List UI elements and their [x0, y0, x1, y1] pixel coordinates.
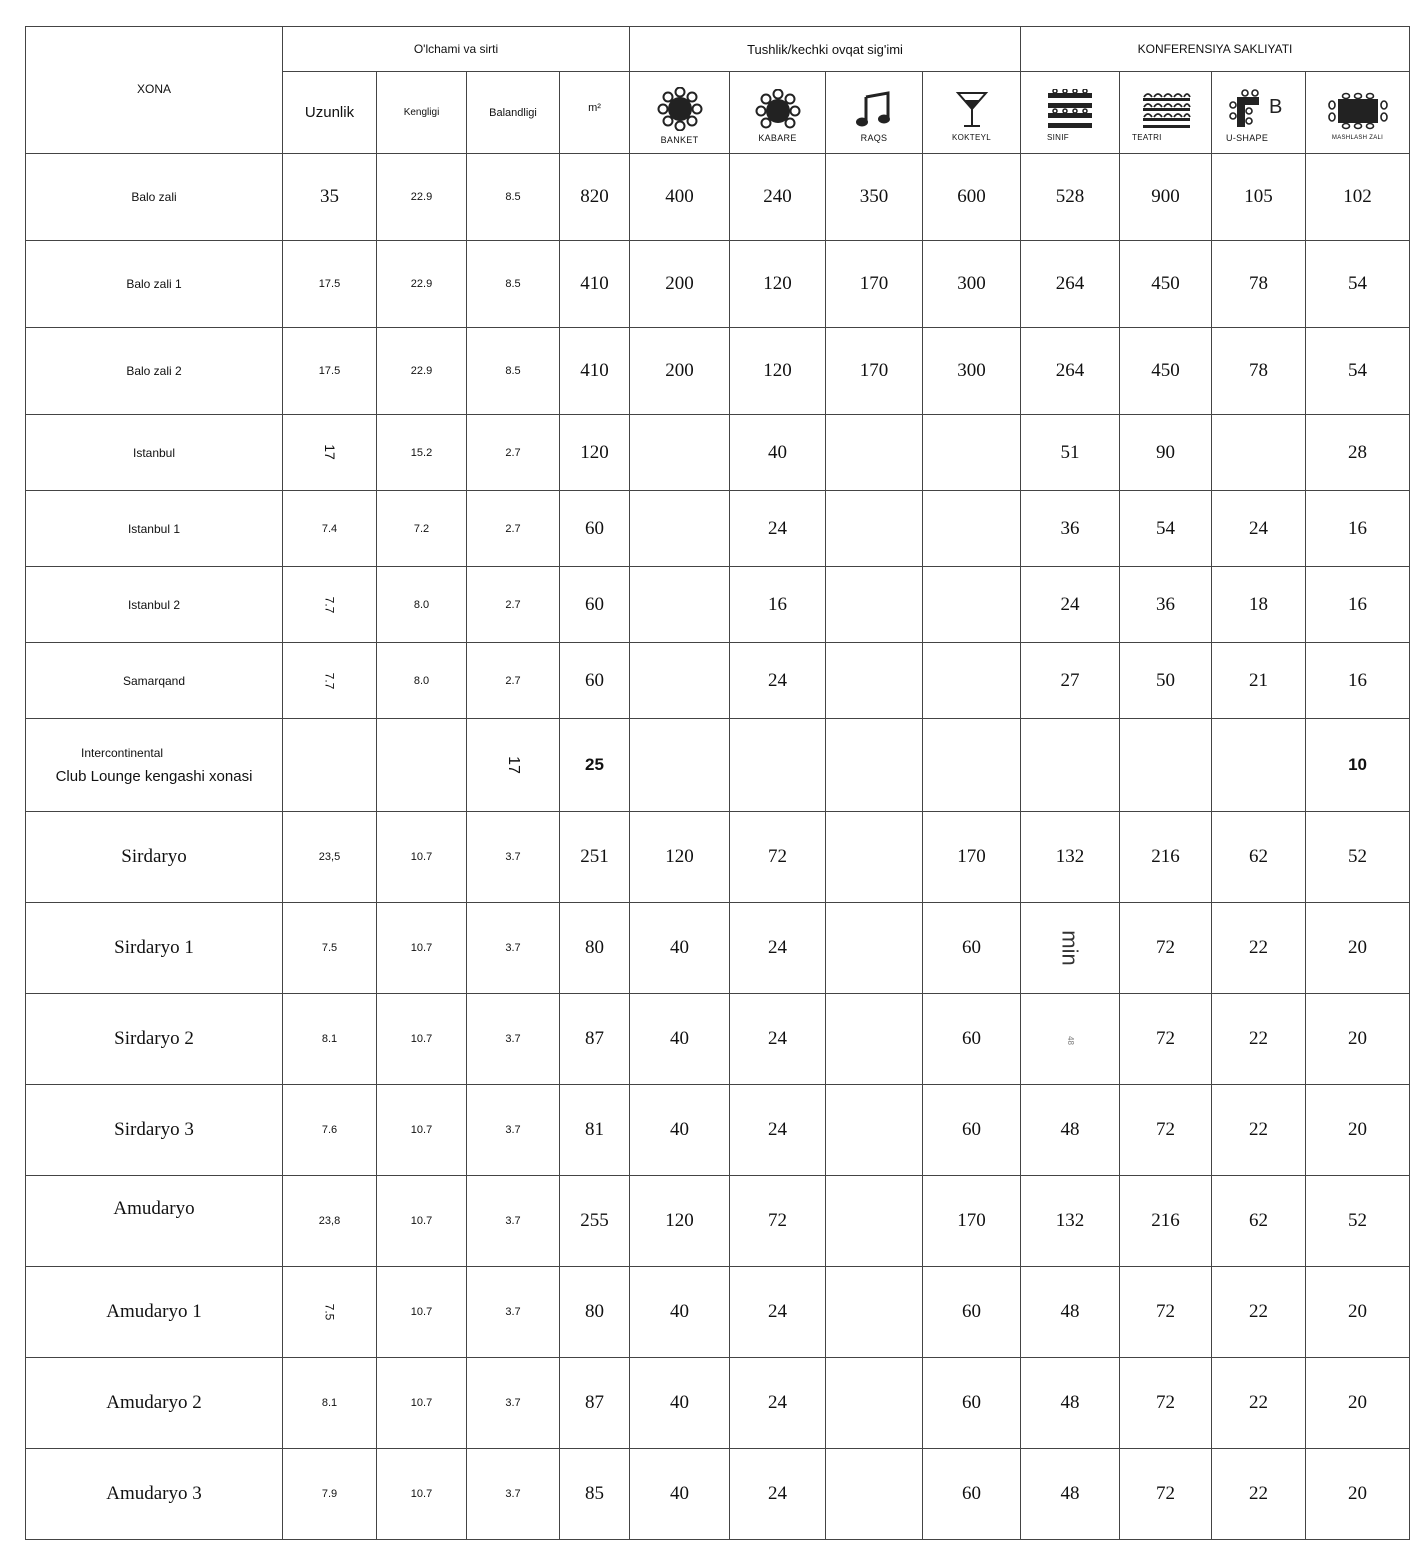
teatri-cell: 50	[1120, 643, 1212, 719]
sinif-cell: 48	[1021, 1267, 1120, 1358]
table-row	[26, 1267, 1410, 1358]
teatri-cell	[1120, 719, 1212, 812]
ushape-cell: 24	[1212, 491, 1306, 567]
banket-cell: 120	[630, 1176, 730, 1267]
height-cell: 3.7	[467, 903, 560, 994]
mashlash-cell: 52	[1306, 1176, 1410, 1267]
kokteyl-cell: 600	[923, 154, 1021, 241]
length-cell: 23,5	[283, 812, 377, 903]
width-cell: 7.2	[377, 491, 467, 567]
raqs-cell	[826, 903, 923, 994]
boardroom-table-icon	[1326, 91, 1390, 131]
ushape-label: U-SHAPE	[1226, 132, 1269, 143]
raqs-cell	[826, 567, 923, 643]
u-shape-seating-icon	[1229, 89, 1289, 129]
area-cell: 120	[560, 415, 630, 491]
mashlash-cell: 102	[1306, 154, 1410, 241]
kabare-cell: 40	[730, 415, 826, 491]
kabare-cell: 120	[730, 328, 826, 415]
kokteyl-cell: 60	[923, 1267, 1021, 1358]
width-cell: 10.7	[377, 903, 467, 994]
sinif-cell: 27	[1021, 643, 1120, 719]
raqs-cell	[826, 1267, 923, 1358]
capacity-table	[25, 26, 1410, 1540]
height-cell: 2.7	[467, 491, 560, 567]
teatri-cell: 450	[1120, 241, 1212, 328]
mashlash-cell: 28	[1306, 415, 1410, 491]
kabare-cell: 120	[730, 241, 826, 328]
table-row	[26, 241, 1410, 328]
area-cell: 87	[560, 1358, 630, 1449]
width-cell: 8.0	[377, 567, 467, 643]
mashlash-header	[1306, 72, 1410, 154]
table-row	[26, 812, 1410, 903]
kabare-header	[730, 72, 826, 154]
room-name: Balo zali	[26, 154, 283, 241]
width-cell: 10.7	[377, 1176, 467, 1267]
kokteyl-cell: 60	[923, 1085, 1021, 1176]
kabare-label: KABARE	[758, 132, 797, 143]
ushape-cell: 21	[1212, 643, 1306, 719]
sinif-cell	[1021, 994, 1120, 1085]
area-cell: 87	[560, 994, 630, 1085]
ushape-cell: 22	[1212, 994, 1306, 1085]
ushape-cell: 22	[1212, 1358, 1306, 1449]
length-header: Uzunlik	[283, 72, 377, 154]
kabare-cell: 24	[730, 491, 826, 567]
area-cell: 60	[560, 567, 630, 643]
raqs-cell	[826, 994, 923, 1085]
mashlash-cell: 54	[1306, 241, 1410, 328]
mashlash-cell: 16	[1306, 643, 1410, 719]
classroom-seating-icon	[1046, 89, 1094, 129]
teatri-cell: 216	[1120, 1176, 1212, 1267]
raqs-cell: 350	[826, 154, 923, 241]
music-note-icon	[854, 89, 894, 129]
table-row	[26, 1085, 1410, 1176]
dimensions-group-header: O'lchami va sirti	[283, 27, 630, 72]
mashlash-label: MASHLASH ZALI	[1331, 134, 1384, 141]
sinif-value: 48	[1065, 1036, 1075, 1045]
raqs-cell: 170	[826, 328, 923, 415]
teatri-cell: 72	[1120, 994, 1212, 1085]
teatri-header	[1120, 72, 1212, 154]
length-value: 7.7	[322, 596, 337, 613]
banket-cell: 40	[630, 1085, 730, 1176]
length-cell	[283, 1267, 377, 1358]
kokteyl-cell	[923, 567, 1021, 643]
teatri-cell: 216	[1120, 812, 1212, 903]
table-row	[26, 994, 1410, 1085]
table-row	[26, 1176, 1410, 1267]
ushape-cell: 22	[1212, 903, 1306, 994]
length-cell: 8.1	[283, 994, 377, 1085]
raqs-cell	[826, 1358, 923, 1449]
length-cell: 17.5	[283, 241, 377, 328]
raqs-cell	[826, 719, 923, 812]
height-cell	[467, 719, 560, 812]
teatri-cell: 72	[1120, 1085, 1212, 1176]
room-column-header: XONA	[26, 27, 283, 154]
banket-cell: 40	[630, 903, 730, 994]
mashlash-cell: 54	[1306, 328, 1410, 415]
length-cell: 7.9	[283, 1449, 377, 1540]
width-cell: 22.9	[377, 154, 467, 241]
sinif-cell: 132	[1021, 812, 1120, 903]
height-cell: 3.7	[467, 1267, 560, 1358]
kokteyl-cell: 170	[923, 1176, 1021, 1267]
table-row	[26, 903, 1410, 994]
room-name: Istanbul	[26, 415, 283, 491]
length-cell: 23,8	[283, 1176, 377, 1267]
raqs-cell	[826, 415, 923, 491]
ushape-cell: 18	[1212, 567, 1306, 643]
table-row	[26, 328, 1410, 415]
banket-cell: 40	[630, 1358, 730, 1449]
banket-cell: 40	[630, 1267, 730, 1358]
kabare-cell: 24	[730, 1449, 826, 1540]
table-row	[26, 1358, 1410, 1449]
width-cell	[377, 719, 467, 812]
dining-group-header: Tushlik/kechki ovqat sig'imi	[630, 27, 1021, 72]
teatri-cell: 54	[1120, 491, 1212, 567]
sinif-cell: 24	[1021, 567, 1120, 643]
ushape-cell: 62	[1212, 812, 1306, 903]
room-name: Istanbul 1	[26, 491, 283, 567]
height-cell: 2.7	[467, 567, 560, 643]
mashlash-cell: 16	[1306, 567, 1410, 643]
height-cell: 8.5	[467, 154, 560, 241]
kokteyl-cell: 60	[923, 994, 1021, 1085]
length-cell	[283, 719, 377, 812]
length-cell	[283, 567, 377, 643]
ushape-cell: 78	[1212, 328, 1306, 415]
sinif-cell: 528	[1021, 154, 1120, 241]
raqs-cell	[826, 812, 923, 903]
mashlash-cell: 10	[1306, 719, 1410, 812]
width-header: Kengligi	[377, 72, 467, 154]
length-cell: 35	[283, 154, 377, 241]
room-name: Balo zali 2	[26, 328, 283, 415]
height-cell: 8.5	[467, 328, 560, 415]
area-cell: 80	[560, 903, 630, 994]
kabare-cell: 24	[730, 1267, 826, 1358]
kabare-cell: 24	[730, 1358, 826, 1449]
length-cell: 7.4	[283, 491, 377, 567]
area-cell: 255	[560, 1176, 630, 1267]
room-name-line2: Club Lounge kengashi xonasi	[55, 767, 253, 785]
ushape-header	[1212, 72, 1306, 154]
raqs-cell: 170	[826, 241, 923, 328]
height-cell: 3.7	[467, 994, 560, 1085]
height-cell: 3.7	[467, 812, 560, 903]
width-cell: 10.7	[377, 1267, 467, 1358]
ushape-cell: 62	[1212, 1176, 1306, 1267]
kokteyl-cell	[923, 415, 1021, 491]
length-value: 7.7	[322, 672, 337, 689]
mashlash-cell: 20	[1306, 994, 1410, 1085]
banket-cell: 40	[630, 994, 730, 1085]
teatri-cell: 72	[1120, 903, 1212, 994]
sinif-cell: 48	[1021, 1449, 1120, 1540]
mashlash-cell: 16	[1306, 491, 1410, 567]
room-name: Sirdaryo 3	[26, 1085, 283, 1176]
kokteyl-header	[923, 72, 1021, 154]
ushape-cell: 22	[1212, 1085, 1306, 1176]
raqs-header	[826, 72, 923, 154]
table-row	[26, 415, 1410, 491]
width-cell: 10.7	[377, 812, 467, 903]
length-cell: 17.5	[283, 328, 377, 415]
kabare-cell: 24	[730, 643, 826, 719]
room-name: Amudaryo 3	[26, 1449, 283, 1540]
table-row	[26, 719, 1410, 812]
table-row	[26, 491, 1410, 567]
kabare-cell	[730, 719, 826, 812]
sinif-cell: 48	[1021, 1085, 1120, 1176]
mashlash-cell: 52	[1306, 812, 1410, 903]
room-name	[26, 719, 283, 812]
height-cell: 3.7	[467, 1176, 560, 1267]
kokteyl-cell: 300	[923, 328, 1021, 415]
kabare-cell: 16	[730, 567, 826, 643]
length-cell: 8.1	[283, 1358, 377, 1449]
round-table-icon	[657, 87, 703, 131]
sinif-cell: 264	[1021, 241, 1120, 328]
length-cell	[283, 643, 377, 719]
banket-cell: 120	[630, 812, 730, 903]
sinif-value: min	[1058, 930, 1084, 966]
area-cell: 410	[560, 241, 630, 328]
ushape-cell: 22	[1212, 1449, 1306, 1540]
sinif-header	[1021, 72, 1120, 154]
height-cell: 2.7	[467, 643, 560, 719]
banket-cell	[630, 643, 730, 719]
height-header: Balandligi	[467, 72, 560, 154]
kabare-cell: 24	[730, 994, 826, 1085]
area-cell: 60	[560, 491, 630, 567]
ushape-cell: 78	[1212, 241, 1306, 328]
sinif-cell: 264	[1021, 328, 1120, 415]
kokteyl-cell: 300	[923, 241, 1021, 328]
width-cell: 22.9	[377, 328, 467, 415]
height-cell: 3.7	[467, 1449, 560, 1540]
table-row	[26, 154, 1410, 241]
teatri-cell: 90	[1120, 415, 1212, 491]
kokteyl-cell: 60	[923, 903, 1021, 994]
height-cell: 3.7	[467, 1358, 560, 1449]
room-name: Amudaryo	[26, 1176, 283, 1267]
table-row	[26, 567, 1410, 643]
banket-cell	[630, 719, 730, 812]
banket-cell: 200	[630, 328, 730, 415]
raqs-cell	[826, 491, 923, 567]
ushape-cell: 22	[1212, 1267, 1306, 1358]
kabare-cell: 72	[730, 812, 826, 903]
area-cell: 820	[560, 154, 630, 241]
room-name: Istanbul 2	[26, 567, 283, 643]
room-name: Amudaryo 2	[26, 1358, 283, 1449]
cocktail-glass-icon	[954, 89, 990, 129]
room-name: Sirdaryo 2	[26, 994, 283, 1085]
width-cell: 22.9	[377, 241, 467, 328]
raqs-label: RAQS	[860, 132, 888, 143]
banket-cell	[630, 567, 730, 643]
length-value: 17	[321, 443, 338, 460]
area-cell: 251	[560, 812, 630, 903]
banket-header	[630, 72, 730, 154]
room-name: Sirdaryo	[26, 812, 283, 903]
ushape-cell	[1212, 719, 1306, 812]
sinif-cell: 132	[1021, 1176, 1120, 1267]
width-cell: 10.7	[377, 1358, 467, 1449]
ushape-cell: 105	[1212, 154, 1306, 241]
svg-text:B: B	[1268, 95, 1282, 118]
kabare-cell: 72	[730, 1176, 826, 1267]
raqs-cell	[826, 1085, 923, 1176]
sinif-cell: 36	[1021, 491, 1120, 567]
teatri-label: TEATRI	[1132, 133, 1162, 142]
kokteyl-cell: 60	[923, 1449, 1021, 1540]
height-value: 17	[504, 756, 522, 774]
banket-cell: 400	[630, 154, 730, 241]
mashlash-cell: 20	[1306, 1085, 1410, 1176]
height-cell: 2.7	[467, 415, 560, 491]
raqs-cell	[826, 1176, 923, 1267]
area-header: m²	[560, 72, 630, 154]
table-row	[26, 643, 1410, 719]
length-value: 7.5	[322, 1303, 337, 1321]
conference-group-header: KONFERENSIYA SAKLIYATI	[1021, 27, 1410, 72]
area-cell: 81	[560, 1085, 630, 1176]
teatri-cell: 72	[1120, 1449, 1212, 1540]
kokteyl-cell	[923, 491, 1021, 567]
raqs-cell	[826, 643, 923, 719]
width-cell: 8.0	[377, 643, 467, 719]
teatri-cell: 900	[1120, 154, 1212, 241]
height-cell: 8.5	[467, 241, 560, 328]
table-row	[26, 1449, 1410, 1540]
theatre-seating-icon	[1141, 89, 1191, 129]
length-cell: 7.6	[283, 1085, 377, 1176]
sinif-cell: 51	[1021, 415, 1120, 491]
sinif-label: SINIF	[1047, 133, 1069, 142]
teatri-cell: 450	[1120, 328, 1212, 415]
teatri-cell: 72	[1120, 1358, 1212, 1449]
raqs-cell	[826, 1449, 923, 1540]
mashlash-cell: 20	[1306, 1267, 1410, 1358]
mashlash-cell: 20	[1306, 903, 1410, 994]
room-name: Sirdaryo 1	[26, 903, 283, 994]
kokteyl-cell: 60	[923, 1358, 1021, 1449]
area-cell: 410	[560, 328, 630, 415]
area-cell: 80	[560, 1267, 630, 1358]
kabare-cell: 24	[730, 903, 826, 994]
sinif-cell	[1021, 903, 1120, 994]
banket-label: BANKET	[660, 134, 699, 145]
mashlash-cell: 20	[1306, 1449, 1410, 1540]
sinif-cell: 48	[1021, 1358, 1120, 1449]
banket-cell	[630, 415, 730, 491]
room-name-line1: Intercontinental	[81, 745, 164, 760]
cabaret-table-icon	[753, 89, 803, 129]
ushape-cell	[1212, 415, 1306, 491]
area-cell: 60	[560, 643, 630, 719]
room-name: Balo zali 1	[26, 241, 283, 328]
kokteyl-label: KOKTEYL	[952, 133, 992, 142]
room-name: Amudaryo 1	[26, 1267, 283, 1358]
kabare-cell: 240	[730, 154, 826, 241]
mashlash-cell: 20	[1306, 1358, 1410, 1449]
sinif-cell	[1021, 719, 1120, 812]
height-cell: 3.7	[467, 1085, 560, 1176]
banket-cell: 40	[630, 1449, 730, 1540]
teatri-cell: 72	[1120, 1267, 1212, 1358]
kokteyl-cell	[923, 643, 1021, 719]
width-cell: 15.2	[377, 415, 467, 491]
width-cell: 10.7	[377, 1085, 467, 1176]
teatri-cell: 36	[1120, 567, 1212, 643]
length-cell	[283, 415, 377, 491]
banket-cell: 200	[630, 241, 730, 328]
length-cell: 7.5	[283, 903, 377, 994]
kokteyl-cell: 170	[923, 812, 1021, 903]
room-name: Samarqand	[26, 643, 283, 719]
width-cell: 10.7	[377, 1449, 467, 1540]
width-cell: 10.7	[377, 994, 467, 1085]
area-cell: 85	[560, 1449, 630, 1540]
kokteyl-cell	[923, 719, 1021, 812]
kabare-cell: 24	[730, 1085, 826, 1176]
banket-cell	[630, 491, 730, 567]
area-cell: 25	[560, 719, 630, 812]
